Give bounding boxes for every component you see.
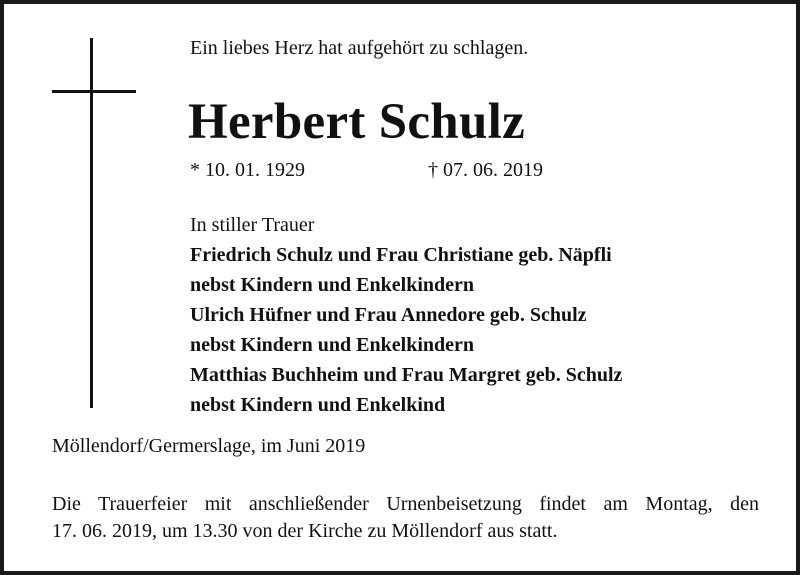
deceased-name: Herbert Schulz [188, 94, 526, 150]
mourner-line: Friedrich Schulz und Frau Christiane geb. Näpfli [190, 244, 612, 266]
funeral-notice [52, 491, 759, 545]
funeral-notice-line: Die Trauerfeier mit anschließender Urnenbeisetzung findet am Montag, den [52, 493, 759, 515]
mourners-heading: In stiller Trauer [190, 214, 315, 236]
death-date: † 07. 06. 2019 [428, 159, 543, 181]
mourner-line: Matthias Buchheim und Frau Margret geb. Schulz [190, 364, 623, 386]
mourners-block [190, 210, 622, 420]
place-and-date: Möllendorf/Germerslage, im Juni 2019 [52, 435, 366, 457]
mourner-line: Ulrich Hüfner und Frau Annedore geb. Schulz [190, 304, 587, 326]
mourner-line: nebst Kindern und Enkelkindern [190, 334, 474, 356]
intro-text: Ein liebes Herz hat aufgehört zu schlagen. [190, 37, 529, 59]
cross-horizontal-bar [52, 90, 136, 93]
cross-vertical-bar [90, 38, 93, 408]
mourner-line: nebst Kindern und Enkelkindern [190, 274, 474, 296]
birth-date: * 10. 01. 1929 [190, 159, 305, 181]
funeral-notice-line: 17. 06. 2019, um 13.30 von der Kirche zu Möllendorf aus statt. [52, 520, 558, 542]
mourner-line: nebst Kindern und Enkelkind [190, 394, 446, 416]
